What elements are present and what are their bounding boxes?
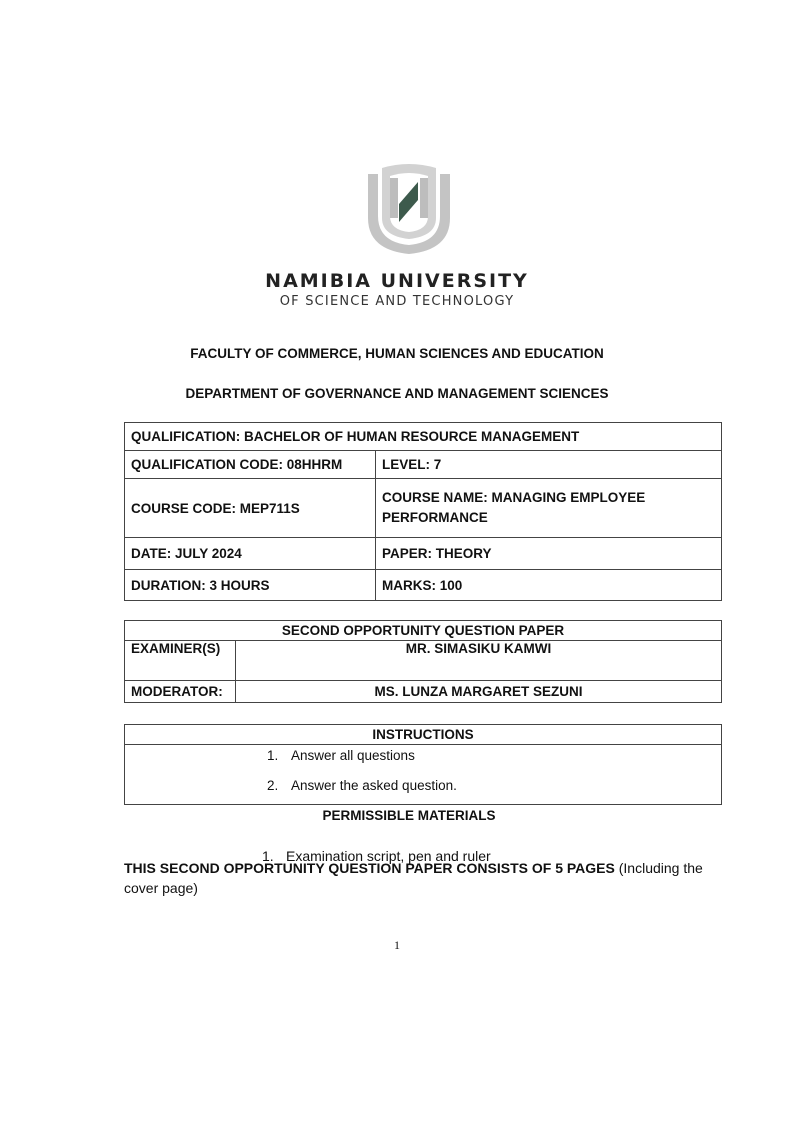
page-number: 1 — [394, 938, 400, 952]
examiner-label: EXAMINER(S) — [125, 641, 236, 681]
department-heading: DEPARTMENT OF GOVERNANCE AND MANAGEMENT SCIENCES — [185, 386, 609, 401]
university-logo — [366, 160, 452, 256]
paper-type-title: SECOND OPPORTUNITY QUESTION PAPER — [125, 621, 722, 641]
course-code-cell: COURSE CODE: MEP711S — [125, 479, 376, 538]
instructions-table — [124, 724, 722, 805]
course-name-cell: COURSE NAME: MANAGING EMPLOYEE PERFORMANCE — [376, 479, 722, 538]
moderator-label: MODERATOR: — [125, 681, 236, 703]
list-item: 1. Examination script, pen and ruler — [262, 848, 491, 864]
course-details-table — [124, 422, 722, 601]
list-item: 2. Answer the asked question. — [267, 777, 457, 793]
page-count-note: THIS SECOND OPPORTUNITY QUESTION PAPER CONSISTS OF 5 PAGES (Including the cover page) — [124, 860, 703, 896]
university-name: NAMIBIA UNIVERSITY — [265, 270, 529, 292]
permissible-materials-title: PERMISSIBLE MATERIALS — [322, 808, 496, 823]
faculty-heading: FACULTY OF COMMERCE, HUMAN SCIENCES AND EDUCATION — [190, 346, 604, 361]
university-subtitle: OF SCIENCE AND TECHNOLOGY — [279, 294, 515, 309]
level-cell: LEVEL: 7 — [376, 451, 722, 479]
date-cell: DATE: JULY 2024 — [125, 538, 376, 570]
marks-cell: MARKS: 100 — [376, 570, 722, 601]
list-item: 1. Answer all questions — [267, 747, 415, 763]
qualification-code-cell: QUALIFICATION CODE: 08HHRM — [125, 451, 376, 479]
qualification-cell: QUALIFICATION: BACHELOR OF HUMAN RESOURCE MANAGEMENT — [125, 423, 722, 451]
examiner-name: MR. SIMASIKU KAMWI — [236, 641, 722, 681]
moderator-name: MS. LUNZA MARGARET SEZUNI — [236, 681, 722, 703]
examiners-table — [124, 620, 722, 703]
instructions-list — [267, 748, 715, 802]
instructions-title: INSTRUCTIONS — [125, 725, 722, 745]
paper-cell: PAPER: THEORY — [376, 538, 722, 570]
duration-cell: DURATION: 3 HOURS — [125, 570, 376, 601]
